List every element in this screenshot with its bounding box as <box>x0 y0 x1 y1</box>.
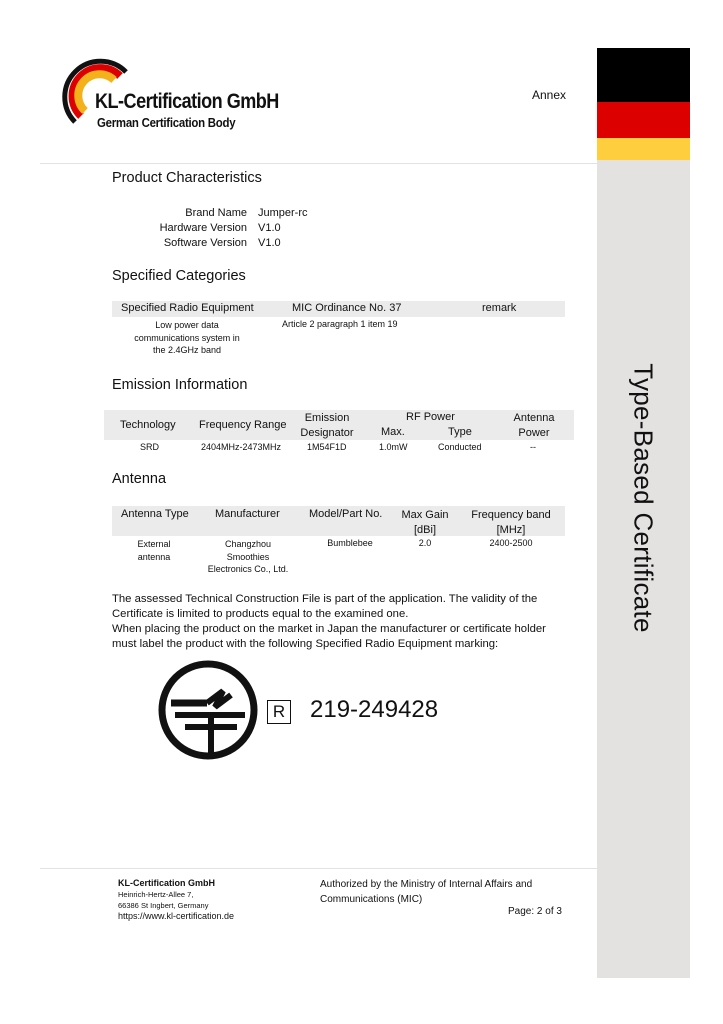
flag-stripe-red <box>597 102 690 138</box>
notice-paragraph-1: The assessed Technical Construction File is part of the application. The validity of the Certificate is limited to products equal to the examined one. <box>112 593 538 620</box>
model-cell: Bumblebee <box>327 538 373 548</box>
hardware-version-value: V1.0 <box>258 222 281 234</box>
col-header-frequency-range: Frequency Range <box>199 419 287 431</box>
col-header-technology: Technology <box>120 419 176 431</box>
ordinance-cell: Article 2 paragraph 1 item 19 <box>282 319 398 329</box>
page-number: Page: 2 of 3 <box>508 906 562 917</box>
categories-heading: Specified Categories <box>112 268 246 284</box>
flag-stripe-black <box>597 48 690 102</box>
software-version-value: V1.0 <box>258 237 281 249</box>
antenna-heading: Antenna <box>112 471 167 487</box>
max-power-cell: 1.0mW <box>379 442 408 452</box>
col-header-remark: remark <box>482 302 517 314</box>
col-header-rf-power: RF Power <box>406 411 455 423</box>
col-header-emission-designator: Emission Designator <box>300 412 354 439</box>
col-header-mic-ordinance: MIC Ordinance No. 37 <box>292 302 402 314</box>
logo-company-name: KL-Certification GmbH <box>95 90 279 113</box>
col-header-max: Max. <box>381 426 405 438</box>
antenna-type-cell: External antenna <box>137 539 171 562</box>
product-heading: Product Characteristics <box>112 170 262 186</box>
footer-authorization: Authorized by the Ministry of Internal Affairs and Communications (MIC) <box>320 879 533 905</box>
frequency-cell: 2404MHz-2473MHz <box>201 442 282 452</box>
registered-r-symbol: R <box>267 700 291 724</box>
certification-number: 219-249428 <box>310 696 439 723</box>
brand-name-label: Brand Name <box>185 207 247 219</box>
col-header-frequency-band: Frequency band [MHz] <box>471 509 551 536</box>
manufacturer-cell: Changzhou Smoothies Electronics Co., Ltd. <box>207 539 289 574</box>
emission-heading: Emission Information <box>112 377 248 393</box>
notice-paragraph-2: When placing the product on the market in Japan the manufacturer or certificate holder must label the product with the following Specified Radio Equipment marking: <box>112 623 546 650</box>
footer-website-link[interactable]: https://www.kl-certification.de <box>118 911 235 921</box>
hardware-version-label: Hardware Version <box>159 222 247 234</box>
col-header-model: Model/Part No. <box>309 508 383 520</box>
col-header-antenna-power: Antenna Power <box>513 412 555 439</box>
footer-street: Heinrich-Hertz-Allee 7, <box>118 890 194 899</box>
col-header-max-gain: Max Gain [dBi] <box>401 509 449 536</box>
software-version-label: Software Version <box>163 237 247 249</box>
footer-company: KL-Certification GmbH <box>118 878 216 888</box>
band-cell: 2400-2500 <box>489 538 533 548</box>
side-title: Type-Based Certificate <box>628 363 659 633</box>
annex-label: Annex <box>532 88 567 102</box>
antenna-power-cell: -- <box>530 442 536 452</box>
designator-cell: 1M54F1D <box>307 442 347 452</box>
footer-city: 66386 St Ingbert, Germany <box>118 901 209 910</box>
flag-stripe-gold <box>597 138 690 160</box>
certificate-notice <box>112 592 552 652</box>
equipment-cell: Low power data communications system in the 2.4GHz band <box>134 320 240 355</box>
col-header-type: Type <box>448 426 472 438</box>
col-header-manufacturer: Manufacturer <box>215 508 280 520</box>
logo-tagline: German Certification Body <box>97 115 236 130</box>
giteki-mark-icon <box>155 657 261 763</box>
brand-name-value: Jumper-rc <box>258 207 308 219</box>
header-divider <box>40 163 597 164</box>
footer-divider <box>40 868 597 869</box>
technology-cell: SRD <box>140 442 160 452</box>
gain-cell: 2.0 <box>418 538 432 548</box>
col-header-radio-equipment: Specified Radio Equipment <box>121 302 254 314</box>
power-type-cell: Conducted <box>438 442 482 452</box>
col-header-antenna-type: Antenna Type <box>121 508 189 520</box>
